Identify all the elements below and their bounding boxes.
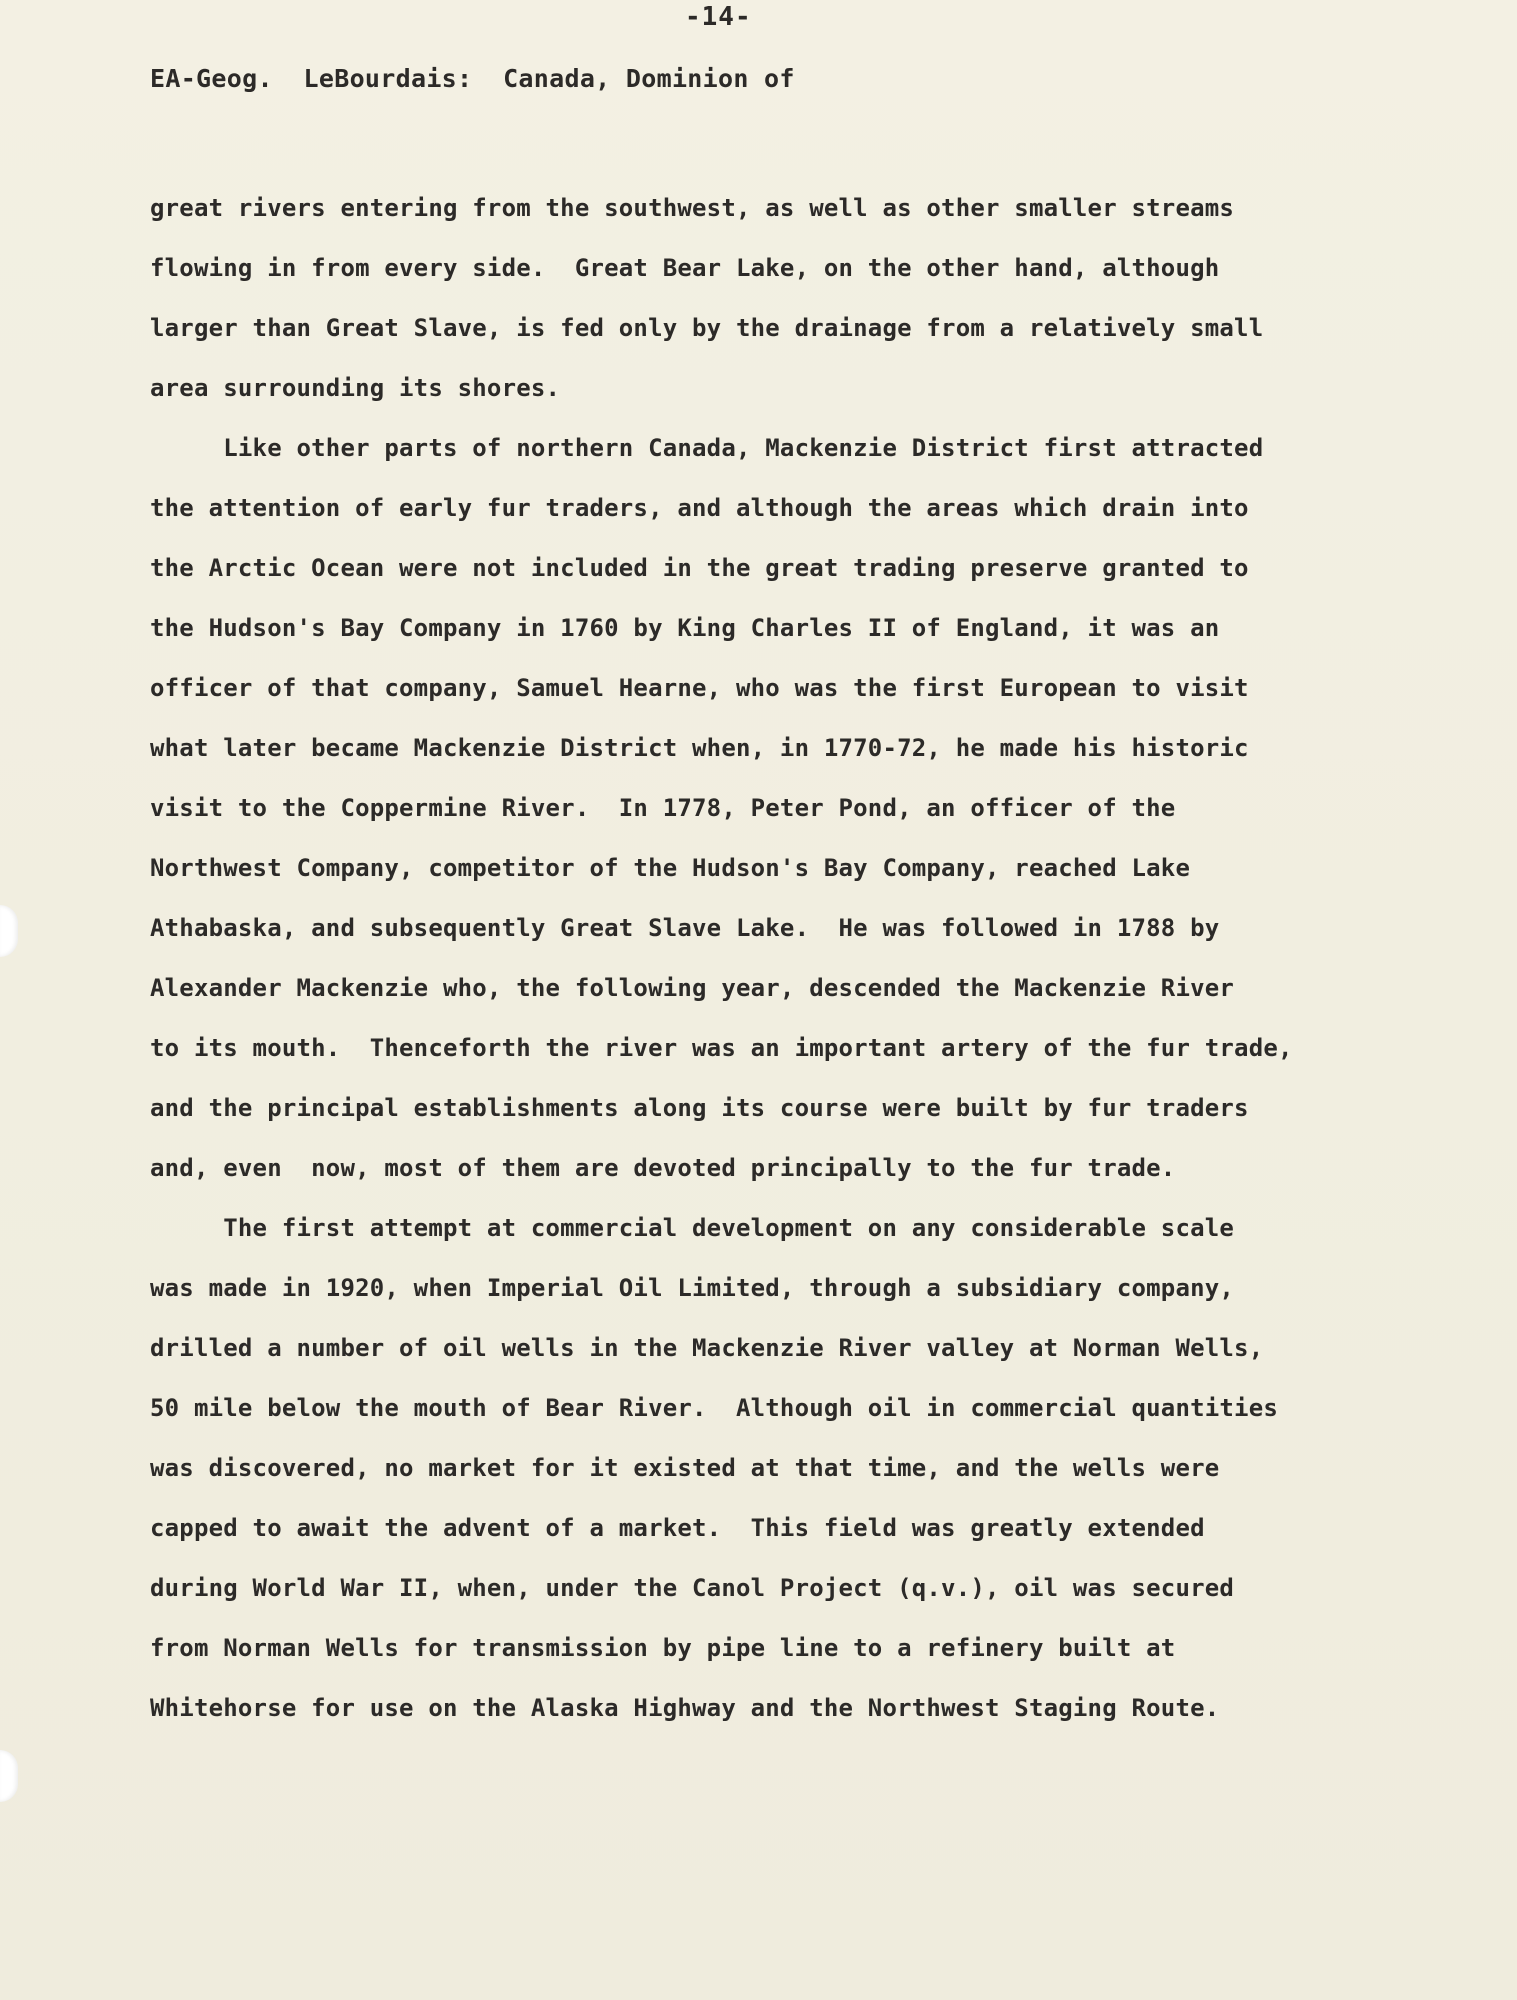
text-line: and, even now, most of them are devoted principally to the fur trade.: [150, 1154, 1176, 1182]
text-line: during World War II, when, under the Canol Project (q.v.), oil was secured: [150, 1574, 1235, 1602]
text-line: what later became Mackenzie District when, in 1770-72, he made his historic: [150, 734, 1249, 762]
text-line: 50 mile below the mouth of Bear River. Although oil in commercial quantities: [150, 1394, 1278, 1422]
text-line: Whitehorse for use on the Alaska Highway and the Northwest Staging Route.: [150, 1694, 1220, 1722]
text-line: the Arctic Ocean were not included in the great trading preserve granted to: [150, 554, 1249, 582]
text-line: flowing in from every side. Great Bear Lake, on the other hand, although: [150, 254, 1220, 282]
text-line: officer of that company, Samuel Hearne, who was the first European to visit: [150, 674, 1249, 702]
text-line: Like other parts of northern Canada, Mackenzie District first attracted: [150, 434, 1264, 462]
text-line: Athabaska, and subsequently Great Slave Lake. He was followed in 1788 by: [150, 914, 1220, 942]
text-line: area surrounding its shores.: [150, 374, 561, 402]
text-line: to its mouth. Thenceforth the river was an important artery of the fur trade,: [150, 1034, 1293, 1062]
punch-hole: [0, 1750, 18, 1802]
text-line: great rivers entering from the southwest, as well as other smaller streams: [150, 194, 1235, 222]
document-header: EA-Geog. LeBourdais: Canada, Dominion of: [150, 64, 795, 93]
text-line: the attention of early fur traders, and although the areas which drain into: [150, 494, 1249, 522]
text-line: Northwest Company, competitor of the Hudson's Bay Company, reached Lake: [150, 854, 1191, 882]
text-line: and the principal establishments along its course were built by fur traders: [150, 1094, 1249, 1122]
text-line: from Norman Wells for transmission by pipe line to a refinery built at: [150, 1634, 1176, 1662]
text-line: the Hudson's Bay Company in 1760 by King Charles II of England, it was an: [150, 614, 1220, 642]
text-line: capped to await the advent of a market. This field was greatly extended: [150, 1514, 1205, 1542]
text-line: visit to the Coppermine River. In 1778, Peter Pond, an officer of the: [150, 794, 1176, 822]
text-line: was made in 1920, when Imperial Oil Limited, through a subsidiary company,: [150, 1274, 1235, 1302]
text-line: The first attempt at commercial development on any considerable scale: [150, 1214, 1235, 1242]
text-line: was discovered, no market for it existed at that time, and the wells were: [150, 1454, 1220, 1482]
text-line: Alexander Mackenzie who, the following year, descended the Mackenzie River: [150, 974, 1235, 1002]
text-line: drilled a number of oil wells in the Mackenzie River valley at Norman Wells,: [150, 1334, 1264, 1362]
punch-hole: [0, 905, 18, 957]
page-number: -14-: [685, 2, 752, 32]
text-line: larger than Great Slave, is fed only by the drainage from a relatively small: [150, 314, 1264, 342]
